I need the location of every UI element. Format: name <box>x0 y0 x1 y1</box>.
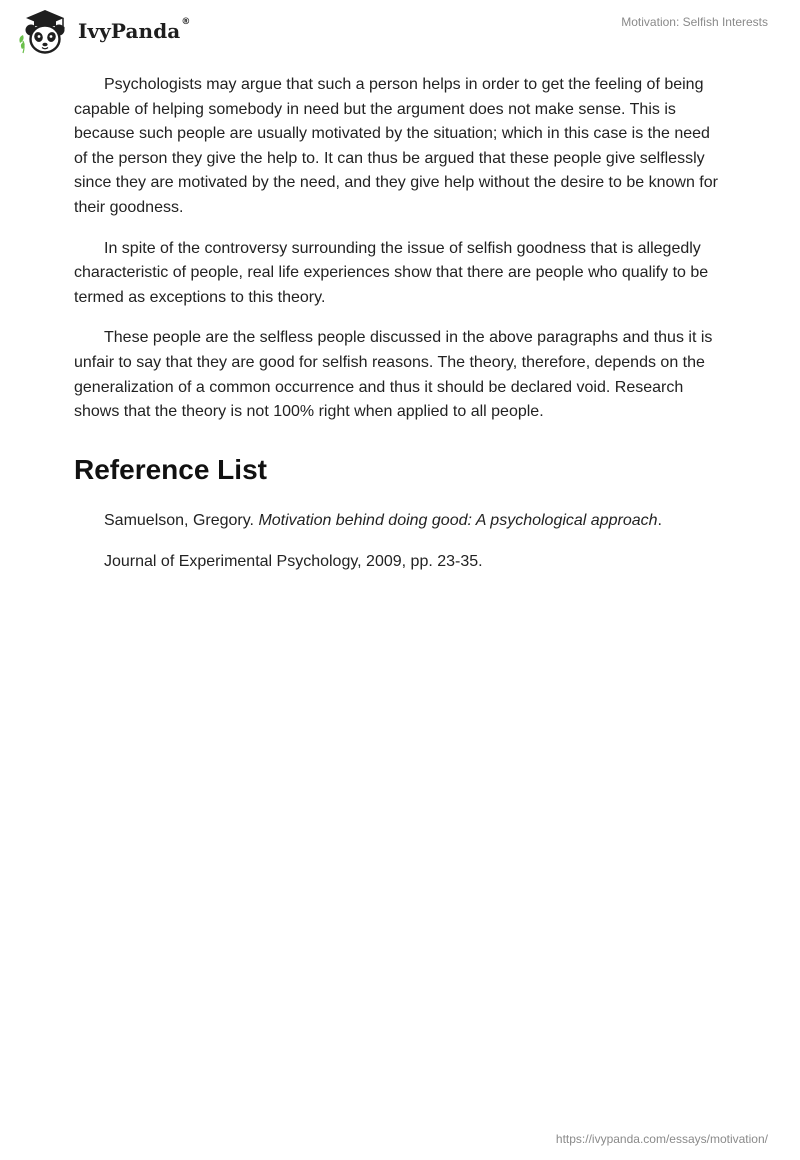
document-title: Motivation: Selfish Interests <box>621 15 768 29</box>
reference-entry-2: Journal of Experimental Psychology, 2009, pp. 23-35. <box>104 552 483 570</box>
reference-end: . <box>657 511 662 529</box>
body-paragraph-1: Psychologists may argue that such a person helps in order to get the feeling of being capable of helping somebody in need but the argument does not make sense. This is because such people are usually motivated by the situation; which in this case is the need of the person they give the help to. It can thus be argued that these people give selflessly since they are motivated by the need, and they give help without the desire to be known for their goodness. <box>74 76 718 216</box>
essay-content <box>74 73 726 591</box>
footer-url-link[interactable]: https://ivypanda.com/essays/motivation/ <box>555 1132 768 1146</box>
panda-graduate-icon <box>16 7 74 57</box>
registered-mark: ® <box>181 17 191 27</box>
reference-list-heading: Reference List <box>74 453 267 485</box>
reference-author: Samuelson, Gregory. <box>104 511 259 529</box>
logo-wordmark <box>78 19 190 43</box>
ivypanda-logo[interactable] <box>16 7 190 57</box>
page-header <box>0 0 800 62</box>
body-paragraph-3: These people are the selfless people discussed in the above paragraphs and thus it is unfair to say that they are good for selfish reasons. The theory, therefore, depends on the generalization of a common occurrence and thus it should be declared void. Research shows that the theory is not 100% right when applied to all people. <box>74 329 713 421</box>
reference-entry-1 <box>104 509 726 533</box>
body-paragraph-2: In spite of the controversy surrounding the issue of selfish goodness that is allegedly characteristic of people, real life experiences show that there are people who qualify to be termed as exceptions to this theory. <box>74 239 709 306</box>
logo-name: IvyPanda <box>78 19 181 43</box>
reference-title: Motivation behind doing good: A psychological approach <box>258 511 658 529</box>
